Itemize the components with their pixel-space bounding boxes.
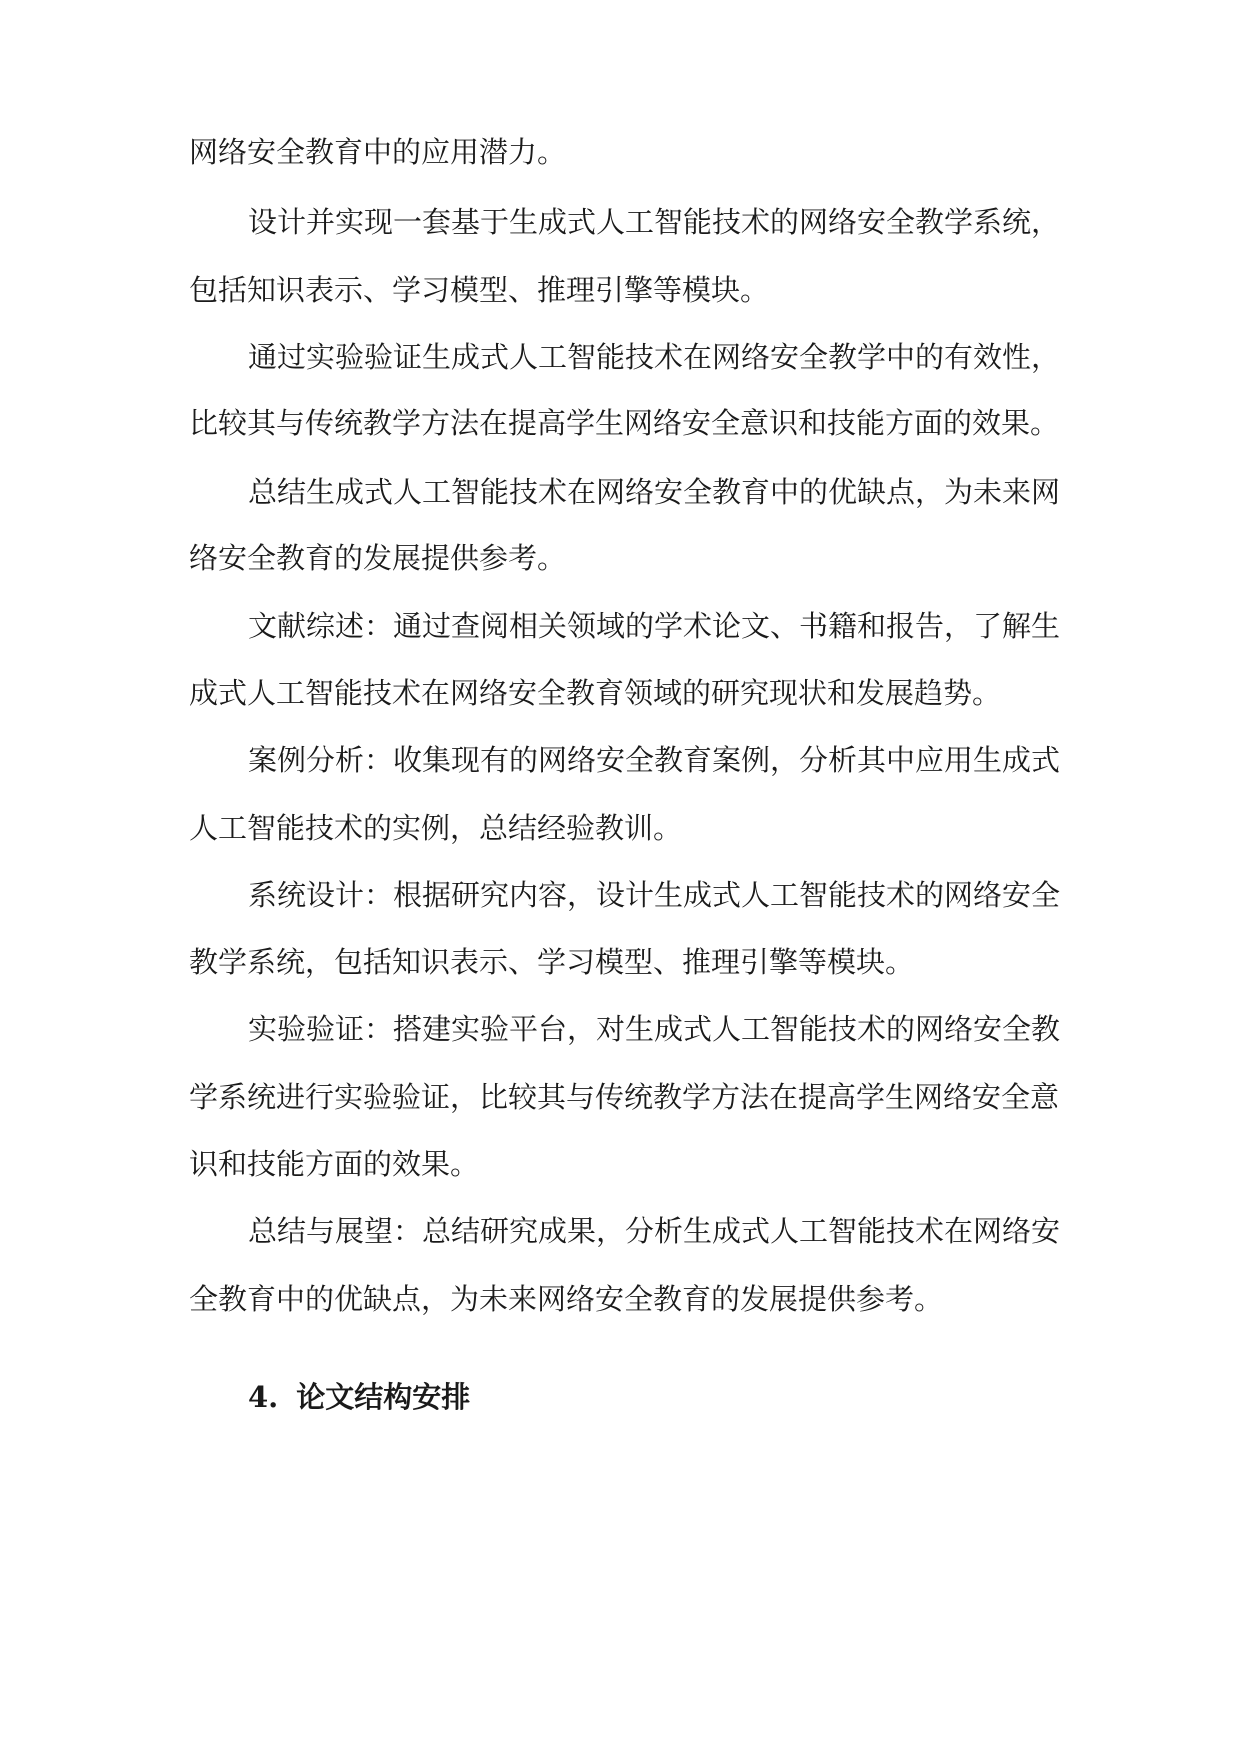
section-heading xyxy=(248,1379,470,1415)
paragraph-line: 人工智能技术的实例，总结经验教训。 xyxy=(189,811,683,845)
paragraph-line: 总结与展望：总结研究成果，分析生成式人工智能技术在网络安 xyxy=(248,1214,1061,1248)
paragraph-line: 成式人工智能技术在网络安全教育领域的研究现状和发展趋势。 xyxy=(189,676,1002,710)
paragraph-line: 教学系统，包括知识表示、学习模型、推理引擎等模块。 xyxy=(189,945,915,979)
paragraph-line: 包括知识表示、学习模型、推理引擎等模块。 xyxy=(189,273,770,307)
paragraph-line: 实验验证：搭建实验平台，对生成式人工智能技术的网络安全教 xyxy=(248,1012,1061,1046)
paragraph-line: 案例分析：收集现有的网络安全教育案例，分析其中应用生成式 xyxy=(248,743,1061,777)
paragraph-line: 文献综述：通过查阅相关领域的学术论文、书籍和报告，了解生 xyxy=(248,609,1061,643)
paragraph-line: 识和技能方面的效果。 xyxy=(189,1147,480,1181)
paragraph-line: 网络安全教育中的应用潜力。 xyxy=(189,135,567,169)
paragraph-line: 络安全教育的发展提供参考。 xyxy=(189,541,567,575)
section-number: 4. xyxy=(248,1380,279,1414)
section-title: 论文结构安排 xyxy=(296,1380,471,1414)
paragraph-line: 总结生成式人工智能技术在网络安全教育中的优缺点，为未来网 xyxy=(248,475,1061,509)
paragraph-line: 设计并实现一套基于生成式人工智能技术的网络安全教学系统， xyxy=(248,205,1061,239)
paragraph-line: 全教育中的优缺点，为未来网络安全教育的发展提供参考。 xyxy=(189,1282,944,1316)
paragraph-line: 系统设计：根据研究内容，设计生成式人工智能技术的网络安全 xyxy=(248,878,1061,912)
paragraph-line: 通过实验验证生成式人工智能技术在网络安全教学中的有效性， xyxy=(248,340,1061,374)
paragraph-line: 学系统进行实验验证，比较其与传统教学方法在提高学生网络安全意 xyxy=(189,1080,1060,1114)
paragraph-line: 比较其与传统教学方法在提高学生网络安全意识和技能方面的效果。 xyxy=(189,406,1060,440)
